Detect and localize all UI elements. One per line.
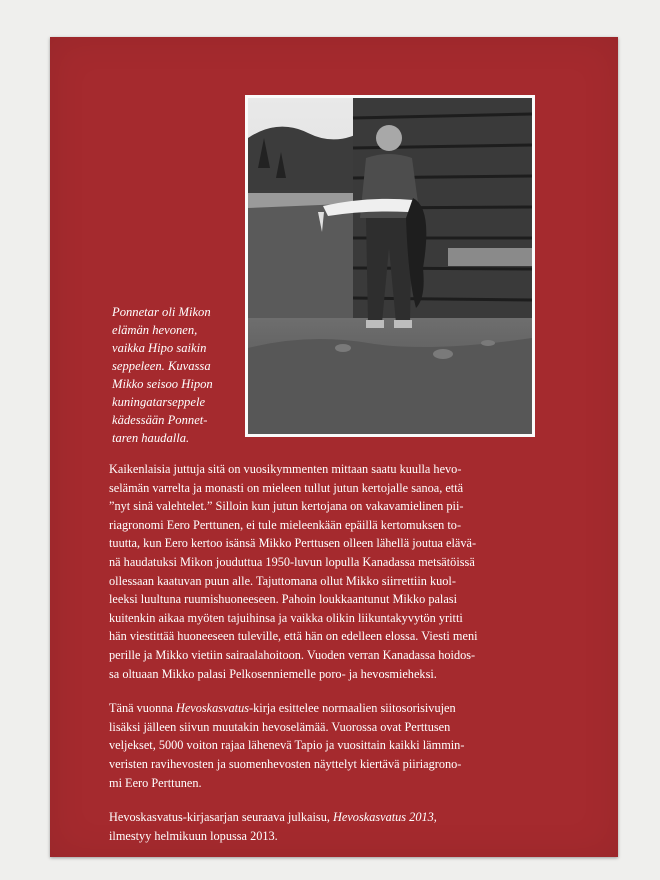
paragraph-3-title: Hevoskasvatus 2013 [333,810,434,825]
paragraph-3-start: Hevoskasvatus-kirjasarjan seuraava julkaisu, [109,810,334,825]
photo-man-with-wreath [248,98,532,434]
cover-photo [245,95,535,437]
paragraph-2 [109,699,579,792]
paragraph-3-end: , ilmestyy helmikuun lopussa 2013. [109,810,437,843]
paragraph-1: Kaikenlaisia juttuja sitä on vuosikymmenten mittaan saatu kuulla hevo- selämän varrelta ja monasti on mieleen tullut jutun kertojalle sanoa, että ”nyt sinä valehtelet.” Silloin kun jutun kertojana on vakavamielinen pii- riagronomi Eero Perttunen, ei tule mieleenkään epäillä kertomuksen to- tuutta, kun Eero kertoo isänsä Mikko Perttusen olleen lähellä joutua elävä- nä haudatuksi Mikon jouduttua 1950-luvun lopulla Kanadassa metsätöissä ollessaan kaatuvan puun alle. Tajuttomana ollut Mikko siirrettiin kuol- leeksi luultuna ruumishuoneeseen. Pahoin loukkaantunut Mikko palasi kuitenkin aikaa myöten tajuihinsa ja vaikka olikin liikuntakyvytön yritti hän viestittää huoneeseen tuleville, että hän on edelleen elossa. Viesti meni perille ja Mikko vietiin sairaalahoitoon. Vuoden verran Kanadassa hoidos- sa oltuaan Mikko palasi Pelkosenniemelle poro- ja hevosmieheksi. [109,462,478,681]
photo-caption: Ponnetar oli Mikon elämän hevonen, vaikka Hipo saikin seppeleen. Kuvassa Mikko seisoo Hipon kuningatarseppele kädessään Ponnet- taren haudalla. [112,305,213,445]
paragraph-3 [109,808,579,845]
paragraph-2-start: Tänä vuonna [109,701,176,716]
book-back-cover [50,37,618,857]
paragraph-2-end: -kirja esittelee normaalien siitosorisivujen lisäksi jälleen siivun muutakin hevoselämää. Vuorossa ovat Perttusen veljekset, 5000 voiton rajaa lähenevä Tapio ja vuosittain kaikki lämmin- veristen ravihevosten ja suomenhevosten näyttelyt kiertävä piiriagrono- mi Eero Perttunen. [109,701,465,790]
paragraph-2-title: Hevoskasvatus [175,701,250,716]
body-text [109,460,579,861]
